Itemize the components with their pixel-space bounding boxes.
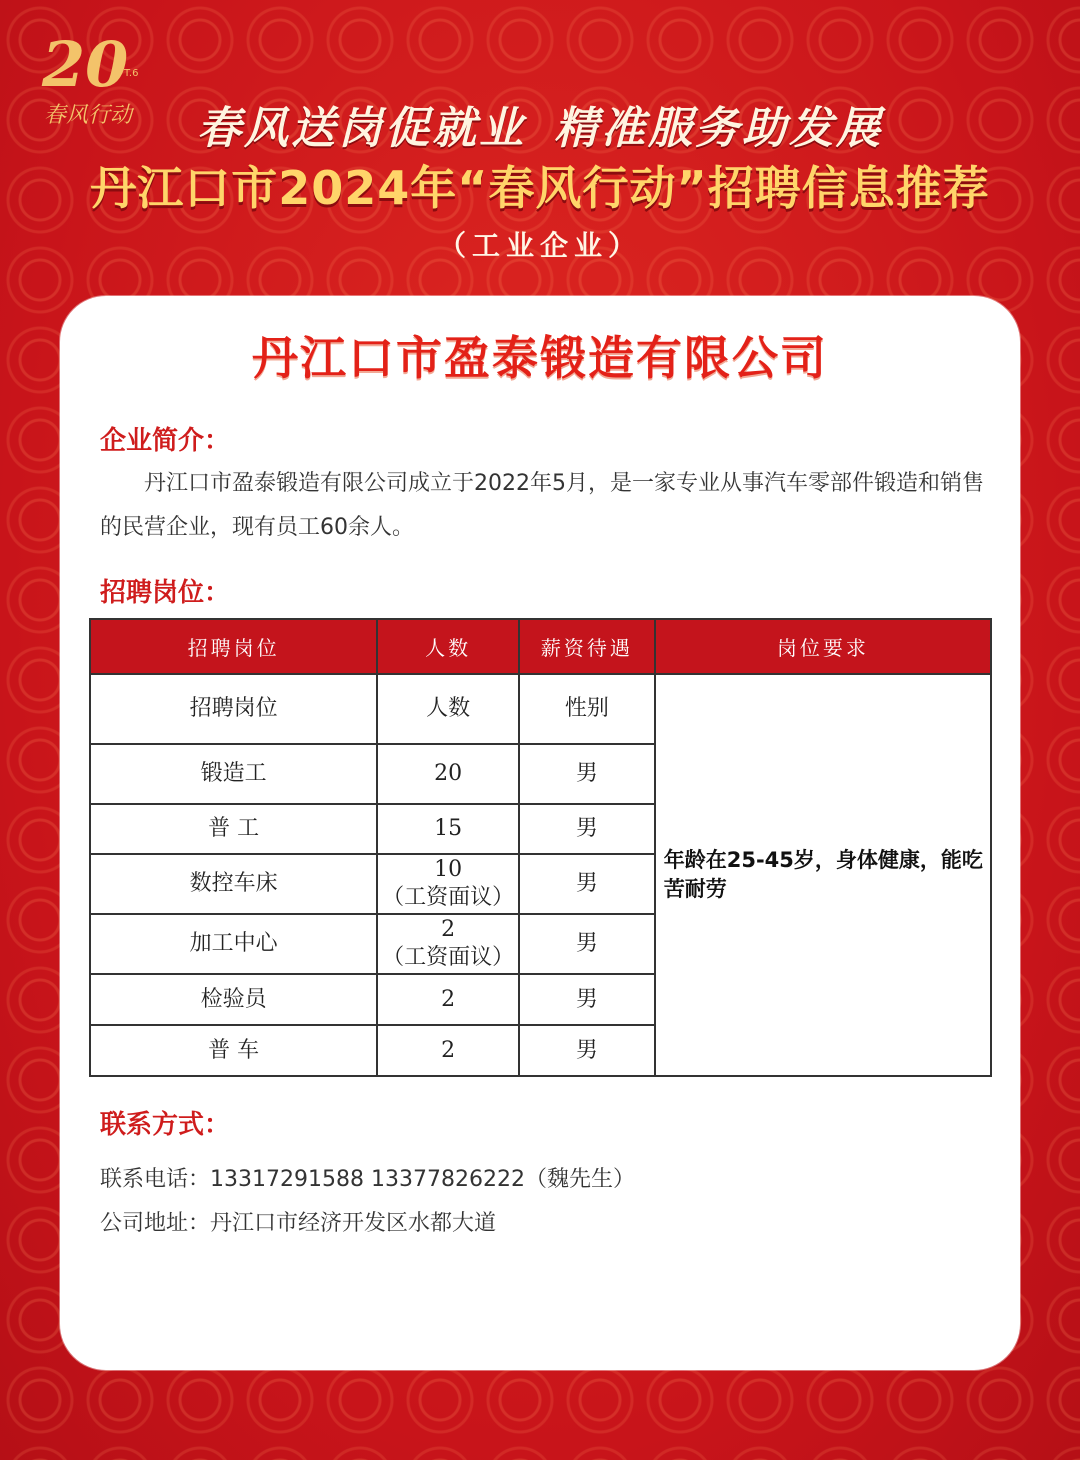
count-note: （工资面议） xyxy=(382,945,515,970)
table-subheader-row xyxy=(90,674,991,744)
positions-title: 招聘岗位： xyxy=(100,578,231,608)
slogan-right: 精准服务助发展 xyxy=(554,103,883,154)
header-count: 人数 xyxy=(377,619,519,674)
job-count xyxy=(377,804,519,854)
count-note: （工资面议） xyxy=(382,885,515,910)
job-gender: 男 xyxy=(519,974,655,1025)
count-value: 2 xyxy=(441,1037,456,1063)
job-gender: 男 xyxy=(519,1025,655,1076)
job-gender: 男 xyxy=(519,854,655,914)
logo-label: 春风行动 xyxy=(44,103,133,128)
category-label: （工业企业） xyxy=(437,229,642,262)
header-requirement: 岗位要求 xyxy=(655,619,991,674)
job-name: 数控车床 xyxy=(90,854,377,914)
address-label: 公司地址： xyxy=(100,1211,211,1236)
job-count xyxy=(377,974,519,1025)
subheader-job: 招聘岗位 xyxy=(90,674,377,744)
job-name: 普 车 xyxy=(90,1025,377,1076)
job-gender: 男 xyxy=(519,804,655,854)
contact-title: 联系方式： xyxy=(100,1110,231,1140)
job-name: 普 工 xyxy=(90,804,377,854)
company-intro xyxy=(100,462,986,550)
positions-table xyxy=(89,618,992,1077)
job-card xyxy=(60,296,1020,1370)
job-count xyxy=(377,1025,519,1076)
logo-small-text: T.6 xyxy=(124,68,139,79)
company-name: 丹江口市盈泰锻造有限公司 xyxy=(252,331,828,385)
job-count xyxy=(377,914,519,974)
page-headline: 丹江口市2024年“春风行动”招聘信息推荐 xyxy=(90,161,990,215)
count-value: 2 xyxy=(441,917,456,942)
subheader-count: 人数 xyxy=(377,674,519,744)
table-header-row xyxy=(90,619,991,674)
job-count xyxy=(377,744,519,804)
count-value: 2 xyxy=(441,986,456,1012)
job-count xyxy=(377,854,519,914)
requirement-cell: 年龄在25-45岁，身体健康，能吃苦耐劳 xyxy=(655,674,991,1076)
job-gender: 男 xyxy=(519,914,655,974)
intro-text: 丹江口市盈泰锻造有限公司成立于2022年5月，是一家专业从事汽车零部件锻造和销售的民营企业，现有员工60余人。 xyxy=(100,471,984,540)
header-salary: 薪资待遇 xyxy=(519,619,655,674)
job-name: 检验员 xyxy=(90,974,377,1025)
intro-title: 企业简介： xyxy=(100,426,231,456)
phone-number: 13317291588 13377826222（魏先生） xyxy=(210,1167,635,1192)
subheader-gender: 性别 xyxy=(519,674,655,744)
count-value: 15 xyxy=(434,816,463,841)
slogan-left: 春风送岗促就业 xyxy=(197,103,526,154)
count-value: 20 xyxy=(434,761,463,786)
logo-number: 20 xyxy=(42,28,129,101)
job-gender: 男 xyxy=(519,744,655,804)
header-job: 招聘岗位 xyxy=(90,619,377,674)
contact-address-line xyxy=(100,1206,496,1237)
contact-phone-line xyxy=(100,1162,635,1193)
job-name: 加工中心 xyxy=(90,914,377,974)
job-name: 锻造工 xyxy=(90,744,377,804)
address-value: 丹江口市经济开发区水都大道 xyxy=(210,1211,497,1236)
slogan xyxy=(0,92,1080,156)
phone-label: 联系电话： xyxy=(100,1167,211,1192)
count-value: 10 xyxy=(434,857,463,882)
